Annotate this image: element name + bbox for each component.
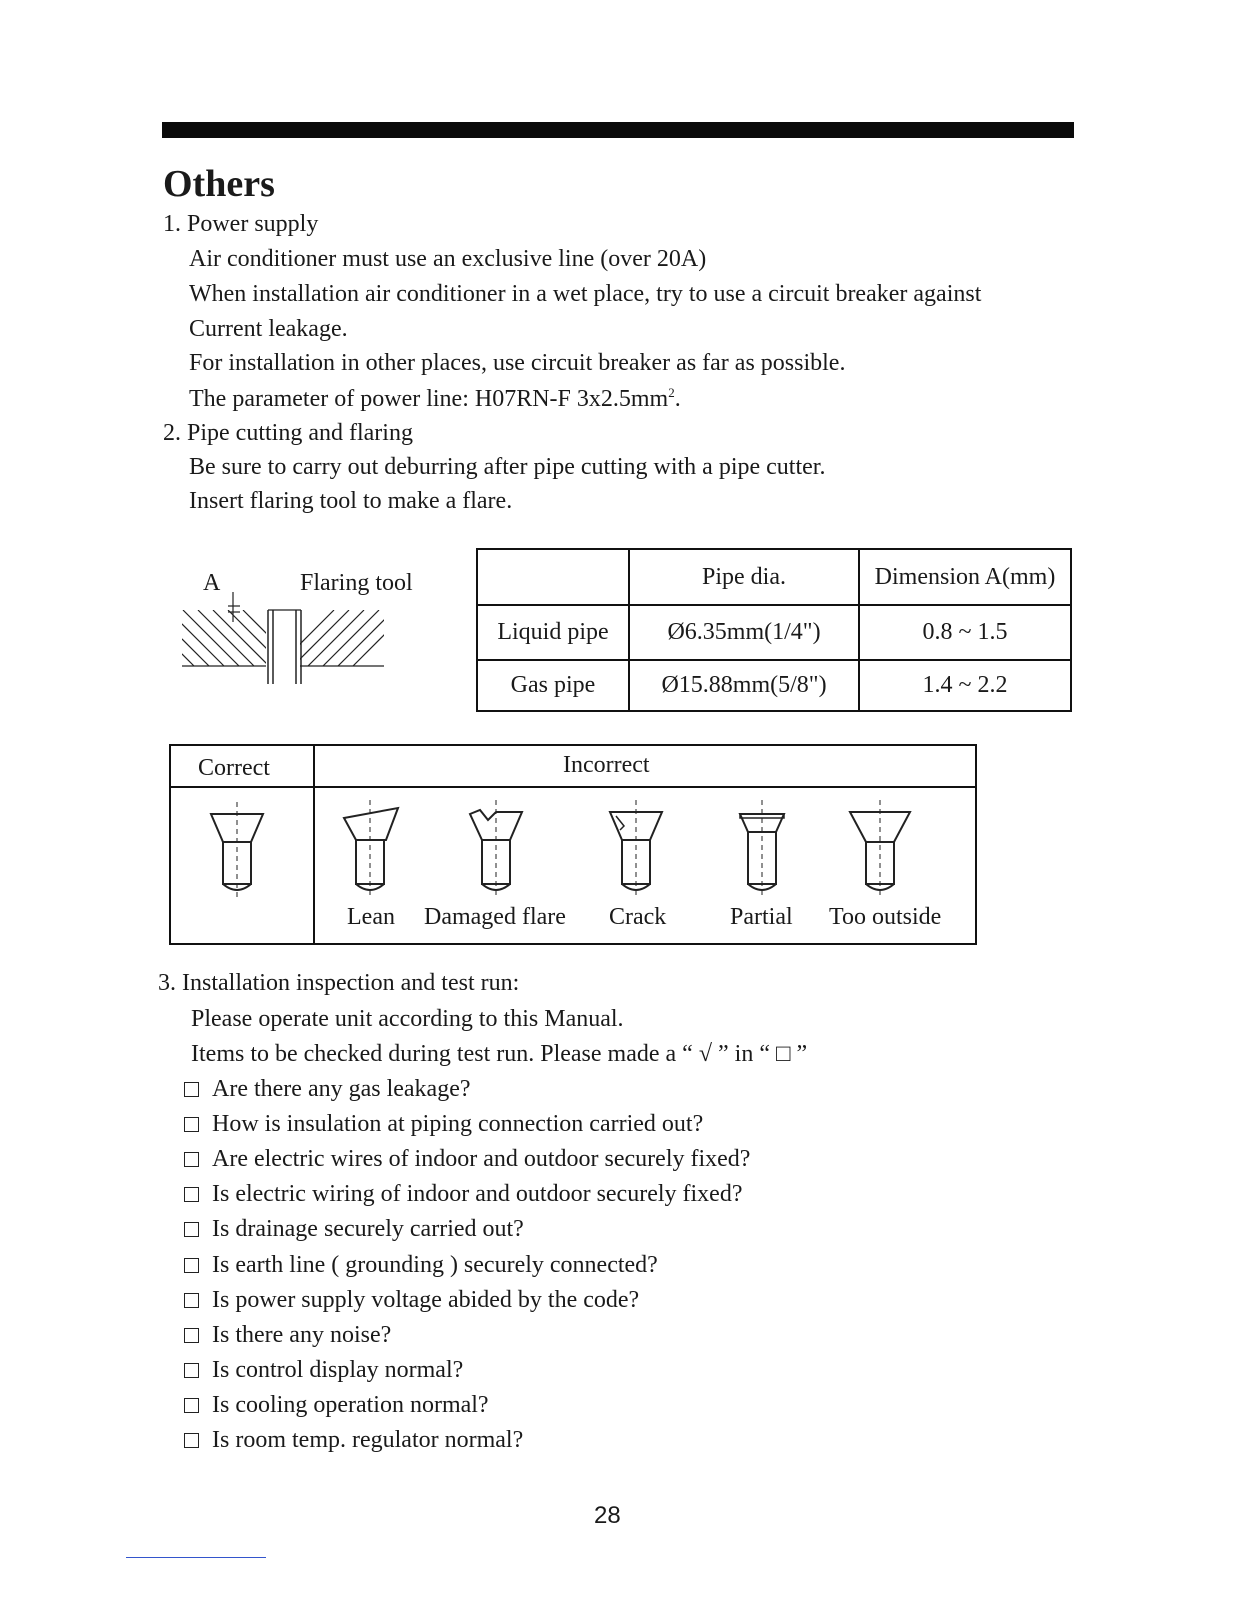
flare-label-crack: Crack	[609, 904, 667, 930]
page-number: 28	[594, 1502, 621, 1529]
checkbox-icon[interactable]	[184, 1258, 199, 1273]
checklist-item-label: Are electric wires of indoor and outdoor securely fixed?	[212, 1146, 751, 1172]
section-2-heading: 2. Pipe cutting and flaring	[163, 420, 413, 446]
checklist-item-label: Is control display normal?	[212, 1357, 464, 1383]
param-sup: 2	[668, 385, 675, 400]
page-title: Others	[163, 163, 275, 205]
checkbox-icon[interactable]	[184, 1363, 199, 1378]
checklist-item-label: Is room temp. regulator normal?	[212, 1427, 524, 1453]
checklist-item	[184, 1252, 658, 1279]
checkbox-icon[interactable]	[184, 1433, 199, 1448]
power-line-parameter	[189, 385, 681, 413]
checklist-item-label: Is earth line ( grounding ) securely connected?	[212, 1252, 658, 1278]
table-header-cell	[477, 549, 629, 605]
table-cell: Gas pipe	[477, 660, 629, 711]
header-rule	[162, 122, 1074, 138]
pipe-dimension-table	[476, 548, 1072, 712]
checklist-item	[184, 1357, 463, 1384]
crack-flare-icon	[606, 800, 666, 898]
checklist-item	[184, 1146, 750, 1173]
section-1-line: When installation air conditioner in a wet place, try to use a circuit breaker against	[189, 281, 982, 307]
checklist-item-label: Is electric wiring of indoor and outdoor securely fixed?	[212, 1181, 743, 1207]
checklist-item-label: How is insulation at piping connection carried out?	[212, 1111, 704, 1137]
partial-flare-icon	[732, 800, 792, 898]
checklist-item	[184, 1216, 524, 1243]
section-1-line: Current leakage.	[189, 316, 348, 342]
diagram-label-a: A	[203, 570, 221, 596]
param-end: .	[674, 386, 681, 412]
checklist-item	[184, 1076, 471, 1103]
checklist-item	[184, 1287, 639, 1314]
flare-label-too-outside: Too outside	[829, 904, 942, 930]
checkbox-icon[interactable]	[184, 1117, 199, 1132]
table-cell: 0.8 ~ 1.5	[859, 605, 1071, 660]
table-header-cell: Dimension A(mm)	[859, 549, 1071, 605]
diagram-label-flaring-tool: Flaring tool	[300, 570, 413, 596]
flare-label-lean: Lean	[347, 904, 395, 930]
damaged-flare-icon	[466, 800, 526, 898]
flare-label-damaged: Damaged flare	[424, 904, 566, 930]
checklist-item-label: Is cooling operation normal?	[212, 1392, 489, 1418]
table-divider	[169, 786, 977, 788]
table-cell: Ø6.35mm(1/4")	[629, 605, 859, 660]
section-2-line: Be sure to carry out deburring after pipe cutting with a pipe cutter.	[189, 454, 826, 480]
checkbox-icon[interactable]	[184, 1293, 199, 1308]
checkbox-icon[interactable]	[184, 1082, 199, 1097]
checklist-item-label: Is drainage securely carried out?	[212, 1216, 524, 1242]
checkbox-icon[interactable]	[184, 1152, 199, 1167]
checklist-item-label: Is there any noise?	[212, 1322, 392, 1348]
table-row	[477, 660, 1071, 711]
checklist-item-label: Is power supply voltage abided by the code?	[212, 1287, 640, 1313]
lean-flare-icon	[342, 800, 402, 898]
section-3-line: Items to be checked during test run. Please made a “ √ ” in “ □ ”	[191, 1041, 808, 1067]
section-1-line: For installation in other places, use circuit breaker as far as possible.	[189, 350, 846, 376]
checklist-item	[184, 1392, 489, 1419]
flaring-tool-diagram	[178, 592, 388, 684]
section-3-line: Please operate unit according to this Manual.	[191, 1006, 624, 1032]
section-3-heading: 3. Installation inspection and test run:	[158, 970, 520, 996]
too-outside-flare-icon	[848, 800, 912, 898]
table-row	[477, 605, 1071, 660]
table-cell: 1.4 ~ 2.2	[859, 660, 1071, 711]
checkbox-icon[interactable]	[184, 1222, 199, 1237]
checklist-item	[184, 1427, 523, 1454]
table-cell: Liquid pipe	[477, 605, 629, 660]
flare-label-partial: Partial	[730, 904, 793, 930]
table-cell: Ø15.88mm(5/8")	[629, 660, 859, 711]
checklist-item	[184, 1111, 703, 1138]
section-2-line: Insert flaring tool to make a flare.	[189, 488, 513, 514]
section-1-line: Air conditioner must use an exclusive line (over 20A)	[189, 246, 707, 272]
table-header-cell: Pipe dia.	[629, 549, 859, 605]
footer-link-underline	[126, 1557, 266, 1558]
param-text: The parameter of power line: H07RN-F 3x2.5mm	[189, 386, 669, 412]
checkbox-icon[interactable]	[184, 1187, 199, 1202]
correct-flare-icon	[207, 802, 267, 900]
correct-heading: Correct	[198, 755, 270, 781]
checkbox-icon[interactable]	[184, 1398, 199, 1413]
incorrect-heading: Incorrect	[563, 752, 650, 778]
checklist-item	[184, 1322, 391, 1349]
checklist-item-label: Are there any gas leakage?	[212, 1076, 471, 1102]
section-1-heading: 1. Power supply	[163, 211, 319, 237]
table-divider	[313, 744, 315, 945]
checkbox-icon[interactable]	[184, 1328, 199, 1343]
checklist-item	[184, 1181, 742, 1208]
table-header-row	[477, 549, 1071, 605]
